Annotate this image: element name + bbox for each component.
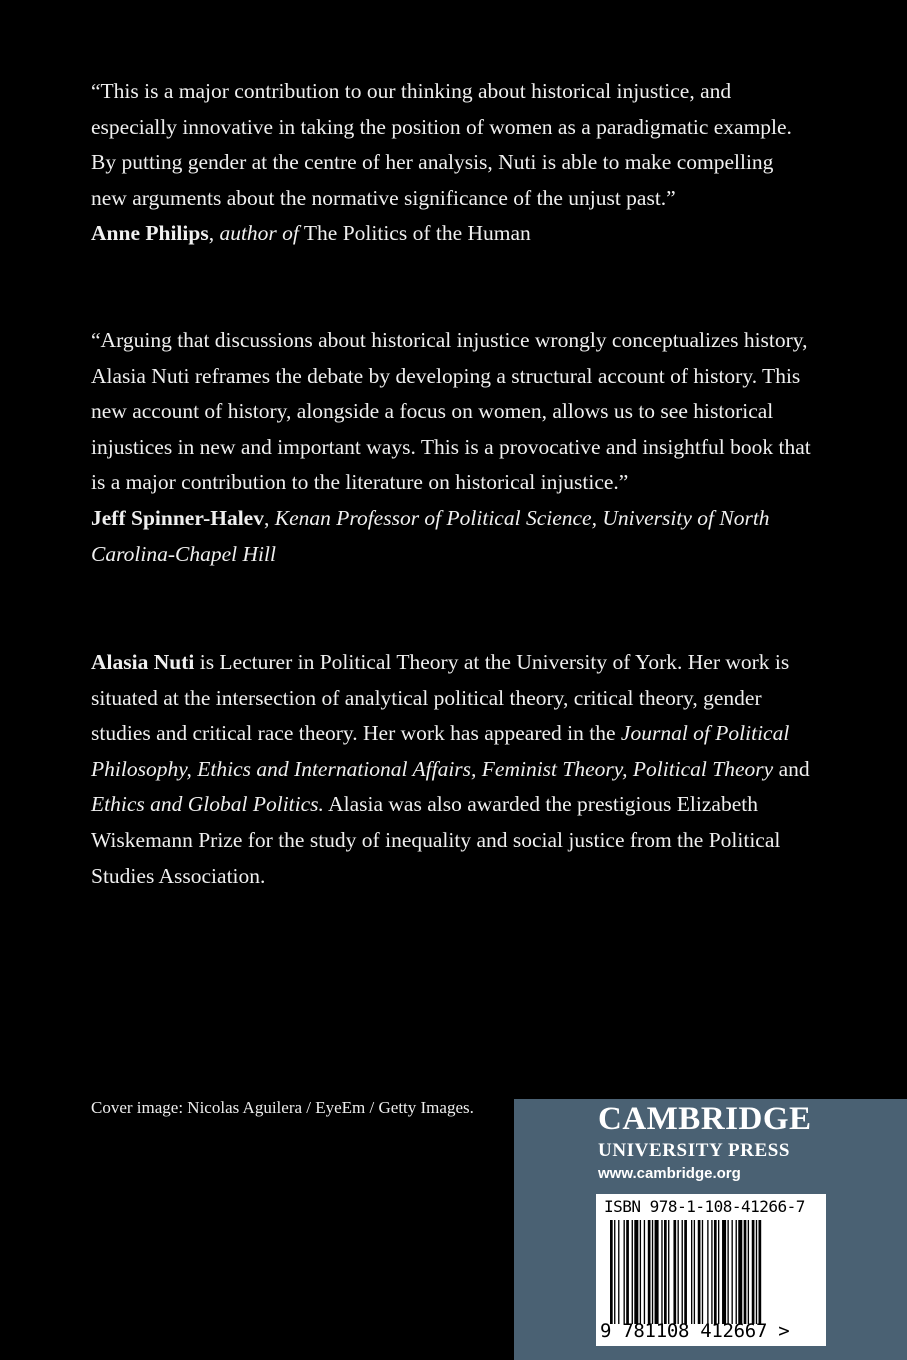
bio-journals-2: Ethics and Global Politics. xyxy=(91,792,324,817)
bio-paragraph xyxy=(91,645,811,894)
publisher-name: CAMBRIDGE xyxy=(598,1101,812,1137)
author-bio xyxy=(91,645,811,894)
quote-attribution xyxy=(91,501,811,572)
author-name: Alasia Nuti xyxy=(91,650,195,674)
endorsement-quote-2 xyxy=(91,323,811,572)
endorser-role: Kenan Professor of Political Science, University of North Carolina-Chapel Hill xyxy=(91,505,770,566)
bio-text-2: Alasia was also awarded the prestigious Elizabeth Wiskemann Prize for the study of inequality and social justice from the Political Studies Association. xyxy=(91,792,781,888)
barcode-box xyxy=(596,1194,826,1346)
bio-journals-1: Journal of Political Philosophy, Ethics and International Affairs, Feminist Theory, Political Theory xyxy=(91,721,790,781)
endorser-role: author of xyxy=(219,221,299,246)
isbn-label: ISBN 978-1-108-41266-7 xyxy=(604,1197,805,1216)
quote-text: “Arguing that discussions about historical injustice wrongly conceptualizes history, Alasia Nuti reframes the debate by developing a structural account of history. This new account of history, alongside a focus on women, allows us to see historical injustices in new and important ways. This is a provocative and insightful book that is a major contribution to the literature on historical injustice.” xyxy=(91,328,811,495)
barcode-icon xyxy=(610,1220,810,1324)
endorser-name: Anne Philips xyxy=(91,221,209,246)
barcode-digits: 9 781108 412667 > xyxy=(600,1320,790,1342)
endorser-name: Jeff Spinner-Halev xyxy=(91,505,264,530)
cover-image-credit: Cover image: Nicolas Aguilera / EyeEm / Getty Images. xyxy=(91,1098,474,1117)
publisher-url: www.cambridge.org xyxy=(598,1165,741,1182)
quote-text: “This is a major contribution to our thinking about historical injustice, and especially innovative in taking the position of women as a paradigmatic example. By putting gender at the centre of her analysis, Nuti is able to make compelling new arguments about the normative significance of the unjust past.” xyxy=(91,79,792,210)
bio-and: and xyxy=(773,756,810,781)
attribution-separator: , xyxy=(263,505,275,530)
publisher-subtitle: UNIVERSITY PRESS xyxy=(598,1140,791,1161)
publisher-panel xyxy=(514,1099,907,1360)
bio-text-1: is Lecturer in Political Theory at the University of York. Her work is situated at the intersection of analytical political theory, critical theory, gender studies and critical race theory. Her work has appeared in the xyxy=(91,650,790,746)
attribution-separator: , xyxy=(208,221,220,246)
endorser-book-title: The Politics of the Human xyxy=(298,221,531,246)
endorsement-quote-1 xyxy=(91,74,811,252)
quote-attribution xyxy=(91,216,811,252)
